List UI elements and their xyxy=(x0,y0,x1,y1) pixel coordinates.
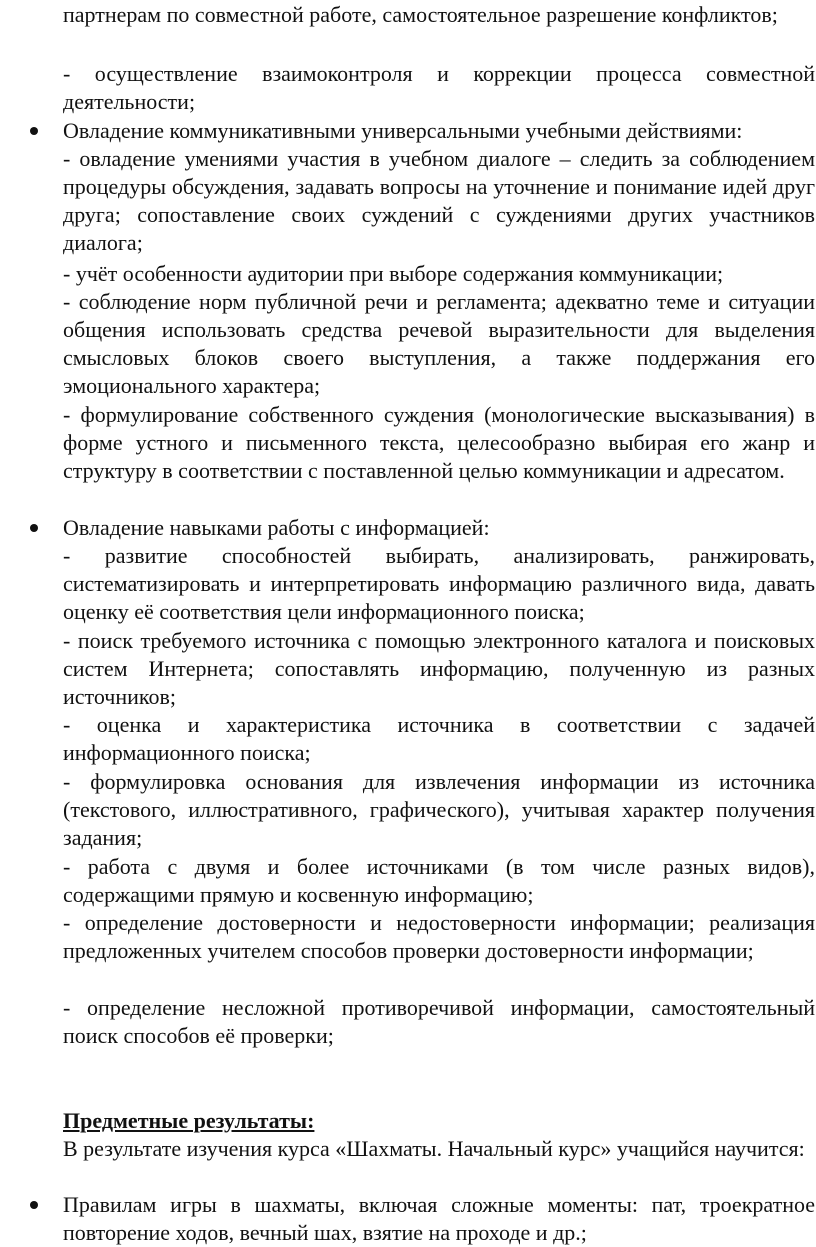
paragraph-source-evaluation: - оценка и характеристика источника в соответствии с задачей информационного поиска; xyxy=(63,712,815,765)
paragraph-audience: - учёт особенности аудитории при выборе содержания коммуникации; xyxy=(63,261,724,286)
bullet-chess-rules: Правилам игры в шахматы, включая сложные моменты: пат, троекратное повторение ходов, вечный шах, взятие на проходе и др.; xyxy=(63,1192,815,1245)
paragraph-mutual-control: - осуществление взаимоконтроля и коррекции процесса совместной деятельности; xyxy=(63,61,815,114)
paragraph-course-result: В результате изучения курса «Шахматы. Начальный курс» учащийся научится: xyxy=(63,1136,805,1161)
paragraph-contradictory-info: - определение несложной противоречивой информации, самостоятельный поиск способов её проверки; xyxy=(63,995,815,1048)
bullet-icon xyxy=(30,1191,42,1219)
paragraph-public-speech: - соблюдение норм публичной речи и регламента; адекватно теме и ситуации общения использовать средства речевой выразительности для выделения смысловых блоков своего выступления, а также поддержания его эмоционального характера; xyxy=(63,289,815,398)
bullet-communicative-actions: Овладение коммуникативными универсальными учебными действиями: xyxy=(63,118,743,143)
bullet-icon xyxy=(30,117,42,145)
bullet-icon xyxy=(30,514,42,542)
paragraph-analyze-information: - развитие способностей выбирать, анализировать, ранжировать, систематизировать и интерпретировать информацию различного вида, давать оценку её соответствия цели информационного поиска; xyxy=(63,543,815,624)
subject-results-heading: Предметные результаты: xyxy=(63,1108,315,1133)
paragraph-own-judgment: - формулирование собственного суждения (монологические высказывания) в форме устного и письменного текста, целесообразно выбирая его жанр и структуру в соответствии с поставленной целью коммуникации и адресатом. xyxy=(63,402,815,483)
paragraph-multiple-sources: - работа с двумя и более источниками (в том числе разных видов), содержащими прямую и косвенную информацию; xyxy=(63,854,815,907)
paragraph-source-search: - поиск требуемого источника с помощью электронного каталога и поисковых систем Интернета; сопоставлять информацию, полученную из разных источников; xyxy=(63,628,815,709)
paragraph-reliability: - определение достоверности и недостоверности информации; реализация предложенных учителем способов проверки достоверности информации; xyxy=(63,910,815,963)
paragraph-dialogue-skills: - овладение умениями участия в учебном диалоге – следить за соблюдением процедуры обсуждения, задавать вопросы на уточнение и понимание идей друг друга; сопоставление своих суждений с суждениями других участников диалога; xyxy=(63,146,815,255)
bullet-information-skills: Овладение навыками работы с информацией: xyxy=(63,515,490,540)
paragraph-partners: партнерам по совместной работе, самостоятельное разрешение конфликтов; xyxy=(63,2,778,27)
paragraph-extraction-basis: - формулировка основания для извлечения информации из источника (текстового, иллюстративного, графического), учитывая характер получения задания; xyxy=(63,769,815,850)
